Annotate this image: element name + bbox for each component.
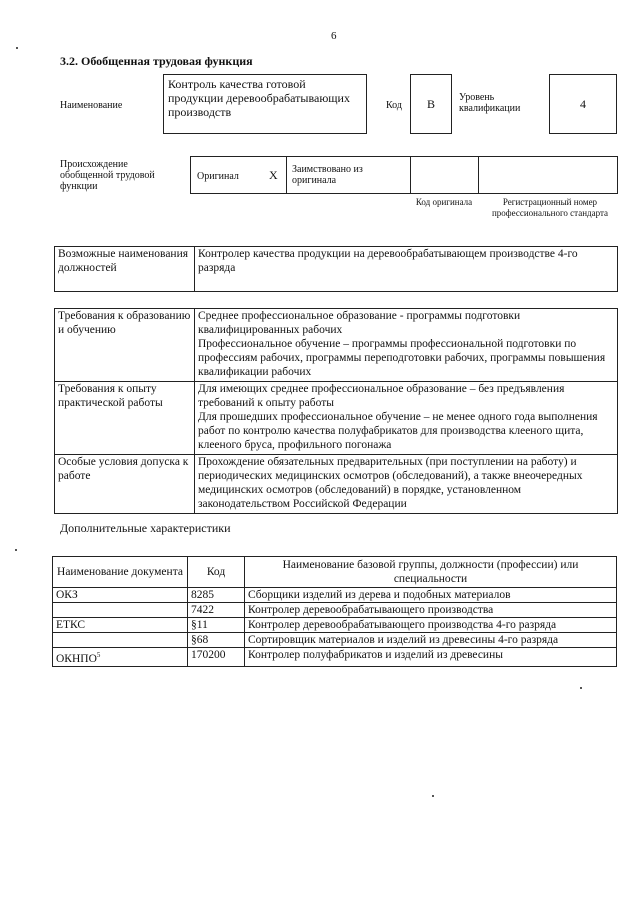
divider [478, 157, 479, 193]
row-code: 8285 [188, 588, 245, 603]
header-doc: Наименование документа [53, 557, 188, 588]
table-row [53, 618, 617, 633]
code-value: B [410, 74, 452, 134]
row-doc [53, 603, 188, 618]
level-value: 4 [549, 74, 617, 134]
req-special-label: Особые условия допуска к работе [55, 455, 195, 514]
divider [410, 157, 411, 193]
header-name: Наименование базовой группы, должности (профессии) или специальности [245, 557, 617, 588]
original-mark: X [269, 168, 278, 182]
code-original-caption: Код оригинала [415, 197, 473, 207]
row-code: §68 [188, 633, 245, 648]
reg-number-caption: Регистрационный номер профессионального стандарта [491, 197, 609, 218]
original-label: Оригинал [197, 171, 239, 182]
row-code: 170200 [188, 648, 245, 667]
req-special-value: Прохождение обязательных предварительных (при поступлении на работу) и периодических медицинских осмотров (обследований), а также внеочередных медицинских осмотров (обследований) в порядке, установленном законодательством Российской Федерации [195, 455, 618, 514]
level-label: Уровень квалификации [459, 92, 521, 114]
possible-titles-value: Контролер качества продукции на деревообрабатывающем производстве 4-го разряда [195, 247, 618, 292]
row-name: Сборщики изделий из дерева и подобных материалов [245, 588, 617, 603]
requirements-table [54, 308, 618, 514]
row-doc: ОКЗ [53, 588, 188, 603]
table-row [53, 648, 617, 667]
row-name: Контролер полуфабрикатов и изделий из древесины [245, 648, 617, 667]
row-doc: ЕТКС [53, 618, 188, 633]
scan-speck [580, 687, 582, 689]
borrowed-label: Заимствовано из оригинала [292, 164, 363, 186]
scan-speck [432, 795, 434, 797]
row-doc [53, 633, 188, 648]
row-doc [53, 648, 188, 667]
page-number: 6 [331, 30, 337, 42]
divider [286, 157, 287, 193]
table-row [53, 588, 617, 603]
section-title: 3.2. Обобщенная трудовая функция [60, 54, 253, 68]
row-name: Контролер деревообрабатывающего производства [245, 603, 617, 618]
scan-speck [15, 549, 17, 551]
header-code: Код [188, 557, 245, 588]
row-code: 7422 [188, 603, 245, 618]
extra-table [52, 556, 617, 667]
origin-label: Происхождение обобщенной трудовой функции [60, 159, 155, 192]
extra-title: Дополнительные характеристики [60, 521, 231, 535]
table-row [53, 633, 617, 648]
possible-titles-table [54, 246, 618, 292]
possible-titles-label: Возможные наименования должностей [55, 247, 195, 292]
req-experience-label: Требования к опыту практической работы [55, 382, 195, 455]
req-experience-value: Для имеющих среднее профессиональное образование – без предъявления требований к опыту работы Для прошедших профессиональное обучение – не менее одного года выполнения работ по контролю качества полуфабрикатов для производства клееного щита, клееного бруса, профильного погонажа [195, 382, 618, 455]
scan-speck [16, 47, 18, 49]
row-name: Сортировщик материалов и изделий из древесины 4-го разряда [245, 633, 617, 648]
name-value: Контроль качества готовой продукции деревообрабатывающих производств [163, 74, 367, 134]
code-label: Код [386, 100, 402, 111]
row-doc-text: ОКНПО [56, 652, 97, 665]
origin-table [190, 156, 618, 194]
name-label: Наименование [60, 100, 123, 111]
table-row [53, 603, 617, 618]
req-education-label: Требования к образованию и обучению [55, 309, 195, 382]
footnote-mark: 5 [96, 651, 101, 659]
req-education-value: Среднее профессиональное образование - программы подготовки квалифицированных рабочих Профессиональное обучение – программы профессиональной подготовки по профессиям рабочих, программы переподготовки рабочих, программы повышения квалификации рабочих [195, 309, 618, 382]
row-code: §11 [188, 618, 245, 633]
row-name: Контролер деревообрабатывающего производства 4-го разряда [245, 618, 617, 633]
